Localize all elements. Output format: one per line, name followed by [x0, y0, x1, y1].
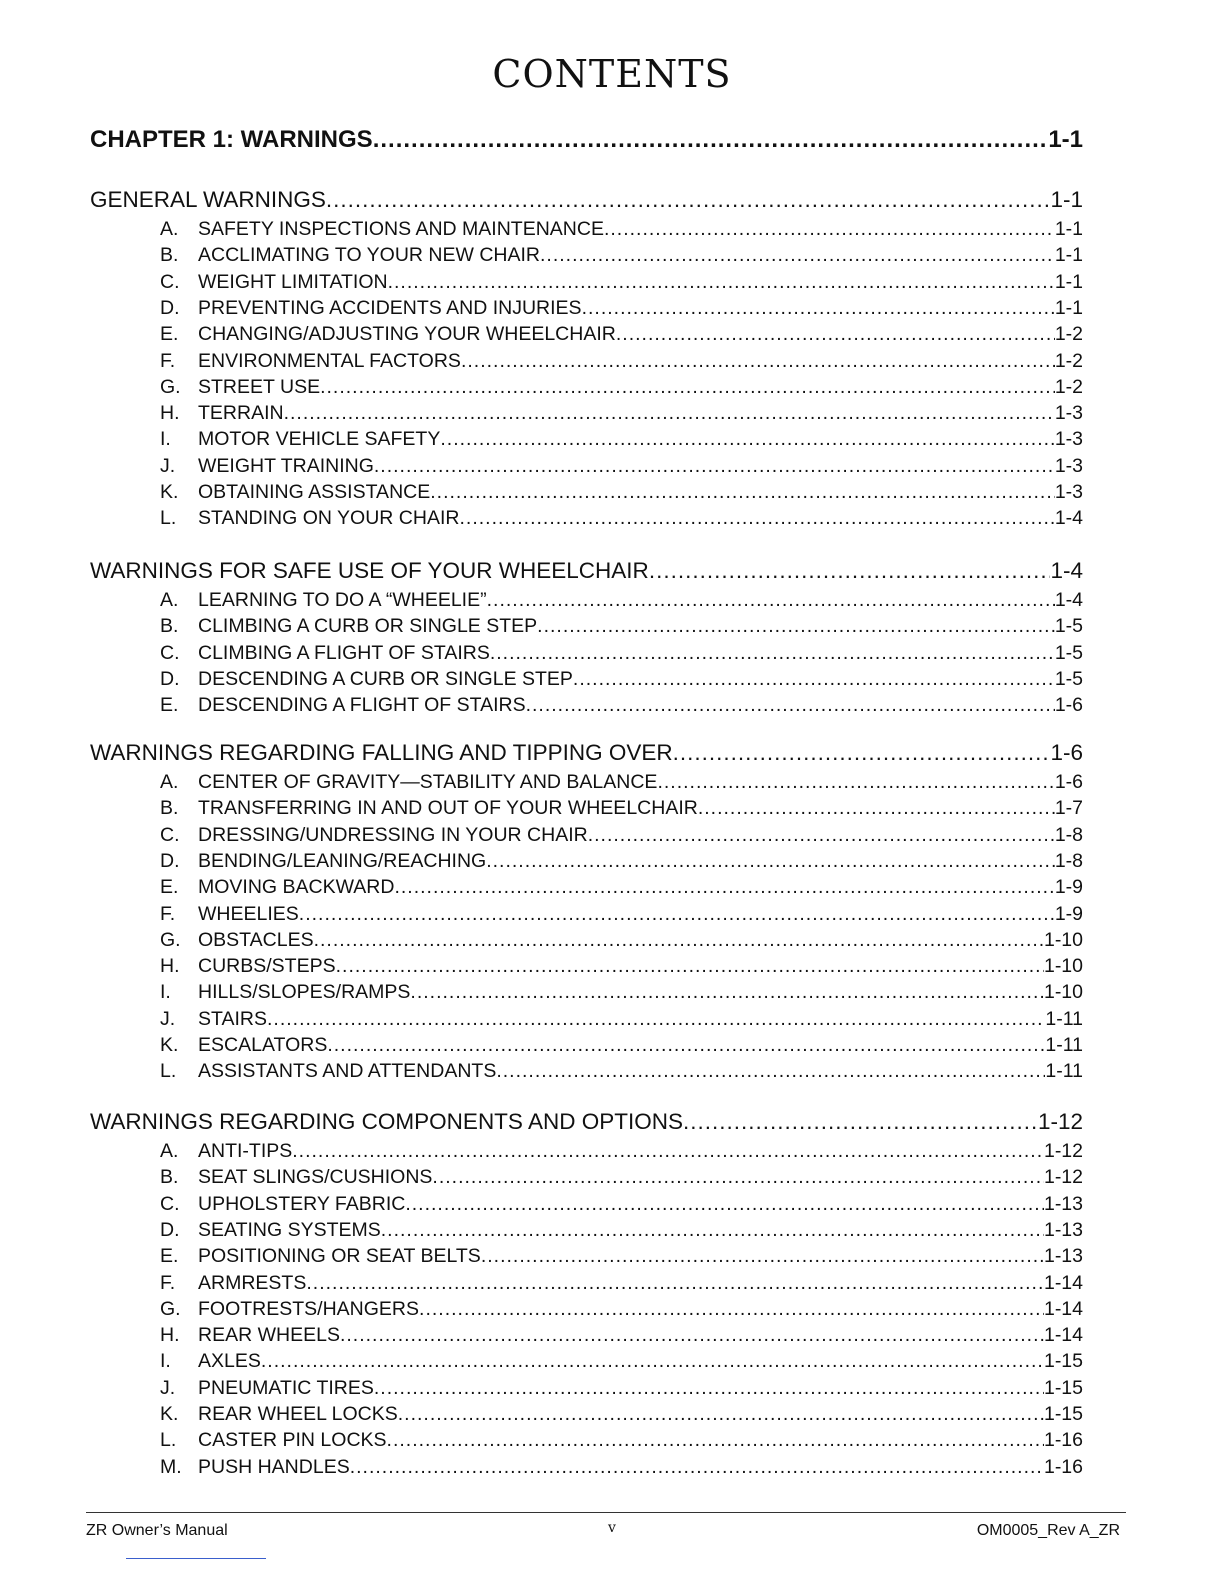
toc-leader-dots	[487, 589, 1055, 612]
toc-item-page: 1-6	[1054, 771, 1083, 793]
toc-item-label: WEIGHT TRAINING	[198, 454, 374, 477]
toc-item-letter: K.	[160, 1034, 179, 1056]
toc-item[interactable]	[160, 797, 1083, 820]
toc-item-letter: B.	[160, 615, 179, 638]
toc-item-letter: L.	[160, 1060, 177, 1083]
toc-item-letter: F.	[160, 349, 176, 372]
toc-leader-dots	[526, 694, 1055, 717]
toc-leader-dots	[373, 126, 1049, 154]
footer-page-number: v	[608, 1520, 616, 1536]
toc-leader-dots	[432, 1166, 1044, 1189]
toc-item-label: TERRAIN	[198, 402, 284, 425]
toc-leader-dots	[657, 771, 1054, 794]
toc-item[interactable]	[160, 218, 1083, 241]
toc-item[interactable]	[160, 350, 1083, 373]
toc-leader-dots	[388, 271, 1055, 294]
toc-item-label: ESCALATORS	[198, 1034, 328, 1056]
toc-leader-dots	[616, 323, 1055, 346]
toc-item-letter: D.	[160, 849, 180, 872]
toc-item-letter: J.	[160, 454, 176, 477]
toc-item[interactable]	[160, 481, 1083, 504]
toc-item[interactable]	[160, 642, 1083, 665]
toc-item[interactable]	[160, 1429, 1083, 1452]
toc-section-page: 1-1	[1050, 187, 1083, 212]
toc-item-letter: I.	[160, 1350, 171, 1373]
toc-item[interactable]	[160, 850, 1083, 873]
toc-item-page: 1-10	[1043, 928, 1083, 951]
toc-item-label: OBSTACLES	[198, 928, 314, 951]
toc-section[interactable]	[90, 1109, 1083, 1135]
toc-leader-dots	[320, 376, 1055, 399]
toc-item-page: 1-8	[1054, 849, 1083, 872]
toc-item[interactable]	[160, 1324, 1083, 1347]
toc-item-page: 1-16	[1043, 1429, 1083, 1452]
toc-item-page: 1-16	[1043, 1455, 1083, 1478]
toc-item-page: 1-6	[1054, 694, 1083, 717]
toc-leader-dots	[306, 1272, 1044, 1295]
toc-item-page: 1-9	[1054, 876, 1083, 899]
toc-item-page: 1-11	[1045, 1007, 1083, 1030]
toc-item-page: 1-11	[1045, 1034, 1083, 1056]
toc-item[interactable]	[160, 668, 1083, 691]
toc-item-label: ASSISTANTS AND ATTENDANTS	[198, 1060, 497, 1083]
toc-item-letter: A.	[160, 771, 179, 793]
toc-item-letter: G.	[160, 375, 181, 398]
toc-section-label: WARNINGS REGARDING COMPONENTS AND OPTIONS	[90, 1109, 683, 1134]
toc-item-page: 1-4	[1054, 507, 1083, 530]
toc-item-label: ENVIRONMENTAL FACTORS	[198, 349, 461, 372]
toc-item-letter: B.	[160, 1166, 179, 1189]
toc-item[interactable]	[160, 244, 1083, 267]
toc-item-label: POSITIONING OR SEAT BELTS	[198, 1245, 481, 1268]
toc-item-page: 1-10	[1043, 955, 1083, 978]
toc-item-label: MOTOR VEHICLE SAFETY	[198, 428, 441, 451]
toc-item-page: 1-7	[1054, 797, 1083, 820]
toc-item[interactable]	[160, 1350, 1083, 1373]
toc-item[interactable]	[160, 929, 1083, 952]
toc-item[interactable]	[160, 955, 1083, 978]
toc-item-letter: I.	[160, 428, 171, 451]
toc-item-letter: A.	[160, 589, 179, 611]
toc-item-page: 1-10	[1043, 981, 1083, 1004]
toc-item[interactable]	[160, 402, 1083, 425]
toc-leader-dots	[673, 740, 1051, 766]
toc-item-letter: A.	[160, 218, 179, 240]
toc-leader-dots	[496, 1060, 1045, 1083]
toc-leader-dots	[326, 187, 1051, 213]
toc-item-label: HILLS/SLOPES/RAMPS	[198, 981, 411, 1004]
toc-item-page: 1-5	[1054, 667, 1083, 690]
toc-item-page: 1-3	[1054, 454, 1083, 477]
toc-item-page: 1-2	[1054, 349, 1083, 372]
toc-leader-dots	[387, 1429, 1044, 1452]
toc-item[interactable]	[160, 1140, 1083, 1163]
toc-item-label: FOOTRESTS/HANGERS	[198, 1297, 420, 1320]
toc-item-letter: C.	[160, 270, 180, 293]
toc-item[interactable]	[160, 1377, 1083, 1400]
toc-item-label: CURBS/STEPS	[198, 955, 336, 978]
toc-leader-dots	[340, 1324, 1044, 1347]
footer-manual-title: ZR Owner’s Manual	[86, 1522, 228, 1539]
toc-item[interactable]	[160, 1403, 1083, 1426]
toc-item-letter: E.	[160, 876, 179, 899]
toc-leader-dots	[459, 507, 1054, 530]
toc-item[interactable]	[160, 1272, 1083, 1295]
toc-leader-dots	[481, 1245, 1044, 1268]
toc-item-letter: D.	[160, 1218, 180, 1241]
toc-item[interactable]	[160, 903, 1083, 926]
toc-leader-dots	[394, 876, 1054, 899]
toc-leader-dots	[683, 1109, 1038, 1135]
toc-item-label: SAFETY INSPECTIONS AND MAINTENANCE	[198, 218, 604, 240]
toc-leader-dots	[374, 455, 1055, 478]
toc-item-label: LEARNING TO DO A “WHEELIE”	[198, 589, 487, 611]
toc-item-page: 1-1	[1054, 270, 1083, 293]
toc-item-letter: M.	[160, 1455, 182, 1478]
toc-item-letter: L.	[160, 507, 177, 530]
toc-item-page: 1-12	[1043, 1140, 1083, 1162]
toc-item-page: 1-1	[1054, 244, 1083, 267]
toc-item-label: PREVENTING ACCIDENTS AND INJURIES	[198, 296, 582, 319]
toc-item-label: CHANGING/ADJUSTING YOUR WHEELCHAIR	[198, 323, 616, 346]
toc-leader-dots	[604, 218, 1055, 241]
toc-section-page: 1-12	[1037, 1109, 1083, 1134]
toc-item-letter: H.	[160, 402, 180, 425]
toc-item-letter: G.	[160, 1297, 181, 1320]
toc-item-letter: B.	[160, 244, 179, 267]
toc-item-label: WEIGHT LIMITATION	[198, 270, 388, 293]
toc-chapter-page: 1-1	[1048, 126, 1083, 153]
toc-leader-dots	[410, 981, 1044, 1004]
toc-item-label: UPHOLSTERY FABRIC	[198, 1192, 406, 1215]
toc-leader-dots	[430, 481, 1055, 504]
toc-item-label: WHEELIES	[198, 902, 299, 925]
toc-item[interactable]	[160, 1298, 1083, 1321]
toc-item-label: TRANSFERRING IN AND OUT OF YOUR WHEELCHAIR	[198, 797, 698, 820]
toc-section[interactable]	[90, 187, 1083, 213]
toc-item[interactable]	[160, 1193, 1083, 1216]
toc-item-page: 1-11	[1045, 1060, 1083, 1083]
toc-item-page: 1-14	[1043, 1324, 1083, 1347]
toc-item-letter: F.	[160, 1271, 176, 1294]
toc-leader-dots	[440, 428, 1054, 451]
toc-item-label: REAR WHEEL LOCKS	[198, 1403, 398, 1425]
toc-section-label: WARNINGS REGARDING FALLING AND TIPPING OVER	[90, 740, 673, 765]
toc-item[interactable]	[160, 615, 1083, 638]
link-underline	[126, 1558, 266, 1559]
toc-item-page: 1-15	[1043, 1350, 1083, 1373]
toc-item[interactable]	[160, 271, 1083, 294]
toc-section[interactable]	[90, 558, 1083, 584]
toc-item-letter: H.	[160, 955, 180, 978]
toc-item[interactable]	[160, 981, 1083, 1004]
page-title: CONTENTS	[492, 52, 732, 96]
toc-leader-dots	[299, 903, 1055, 926]
toc-section-page: 1-4	[1050, 558, 1083, 583]
toc-leader-dots	[381, 1219, 1044, 1242]
toc-item[interactable]	[160, 1456, 1083, 1479]
toc-leader-dots	[698, 797, 1055, 820]
toc-item[interactable]	[160, 428, 1083, 451]
toc-item-page: 1-5	[1054, 615, 1083, 638]
toc-leader-dots	[374, 1377, 1044, 1400]
toc-item-label: STAIRS	[198, 1007, 267, 1030]
toc-chapter-warnings[interactable]	[90, 126, 1083, 154]
toc-item-label: ACCLIMATING TO YOUR NEW CHAIR	[198, 244, 541, 267]
toc-leader-dots	[336, 955, 1044, 978]
toc-leader-dots	[292, 1140, 1044, 1163]
toc-item-label: STANDING ON YOUR CHAIR	[198, 507, 460, 530]
toc-item-label: BENDING/LEANING/REACHING	[198, 849, 487, 872]
toc-item-page: 1-4	[1054, 589, 1083, 611]
toc-item[interactable]	[160, 1245, 1083, 1268]
toc-item-letter: E.	[160, 1245, 179, 1268]
toc-leader-dots	[582, 297, 1055, 320]
toc-item-page: 1-2	[1054, 323, 1083, 346]
toc-item-page: 1-14	[1043, 1271, 1083, 1294]
footer-divider	[86, 1512, 1126, 1513]
toc-item-letter: H.	[160, 1324, 180, 1347]
toc-item-letter: D.	[160, 296, 180, 319]
toc-leader-dots	[486, 850, 1055, 873]
toc-leader-dots	[419, 1298, 1044, 1321]
toc-item-page: 1-3	[1054, 402, 1083, 425]
toc-item-letter: C.	[160, 1192, 180, 1215]
toc-item-page: 1-12	[1043, 1166, 1083, 1189]
toc-item[interactable]	[160, 589, 1083, 612]
toc-item-page: 1-9	[1054, 902, 1083, 925]
toc-item-page: 1-1	[1054, 296, 1083, 319]
toc-item-letter: B.	[160, 797, 179, 820]
toc-leader-dots	[261, 1350, 1044, 1373]
toc-item[interactable]	[160, 771, 1083, 794]
toc-item-label: CLIMBING A CURB OR SINGLE STEP	[198, 615, 538, 638]
toc-item-page: 1-3	[1054, 428, 1083, 451]
toc-item-label: CLIMBING A FLIGHT OF STAIRS	[198, 641, 490, 664]
toc-item-letter: F.	[160, 902, 176, 925]
toc-item-label: CASTER PIN LOCKS	[198, 1429, 387, 1452]
toc-item-letter: E.	[160, 694, 179, 717]
toc-item-label: REAR WHEELS	[198, 1324, 340, 1347]
toc-item-letter: G.	[160, 928, 181, 951]
toc-leader-dots	[490, 642, 1055, 665]
toc-item-page: 1-3	[1054, 481, 1083, 503]
toc-item[interactable]	[160, 323, 1083, 346]
toc-item-page: 1-5	[1054, 641, 1083, 664]
toc-leader-dots	[537, 615, 1055, 638]
toc-section-label: GENERAL WARNINGS	[90, 187, 326, 212]
toc-item[interactable]	[160, 876, 1083, 899]
toc-item[interactable]	[160, 824, 1083, 847]
toc-item-letter: L.	[160, 1429, 177, 1452]
toc-item-label: ARMRESTS	[198, 1271, 307, 1294]
toc-item[interactable]	[160, 1008, 1083, 1031]
toc-item[interactable]	[160, 694, 1083, 717]
toc-item[interactable]	[160, 1219, 1083, 1242]
toc-section-page: 1-6	[1050, 740, 1083, 765]
toc-item-label: CENTER OF GRAVITY—STABILITY AND BALANCE	[198, 771, 658, 793]
toc-item-page: 1-15	[1043, 1376, 1083, 1399]
toc-leader-dots	[267, 1008, 1045, 1031]
toc-item-label: SEAT SLINGS/CUSHIONS	[198, 1166, 433, 1189]
toc-item-page: 1-1	[1054, 218, 1083, 240]
toc-item-label: AXLES	[198, 1350, 261, 1373]
toc-item-label: PNEUMATIC TIRES	[198, 1376, 374, 1399]
toc-item-letter: I.	[160, 981, 171, 1004]
toc-item[interactable]	[160, 376, 1083, 399]
toc-leader-dots	[540, 244, 1055, 267]
toc-item-label: OBTAINING ASSISTANCE	[198, 481, 431, 503]
toc-leader-dots	[314, 929, 1044, 952]
toc-item[interactable]	[160, 297, 1083, 320]
toc-item-label: MOVING BACKWARD	[198, 876, 395, 899]
toc-section[interactable]	[90, 740, 1083, 766]
toc-item-page: 1-13	[1043, 1245, 1083, 1268]
toc-section-label: WARNINGS FOR SAFE USE OF YOUR WHEELCHAIR	[90, 558, 649, 583]
toc-item-label: SEATING SYSTEMS	[198, 1218, 381, 1241]
toc-item-label: PUSH HANDLES	[198, 1455, 350, 1478]
toc-item-letter: J.	[160, 1376, 176, 1399]
footer-doc-code: OM0005_Rev A_ZR	[976, 1522, 1120, 1539]
toc-leader-dots	[398, 1403, 1044, 1426]
toc-item-letter: A.	[160, 1140, 179, 1162]
toc-chapter-label: CHAPTER 1: WARNINGS	[90, 126, 373, 153]
toc-item[interactable]	[160, 1166, 1083, 1189]
toc-leader-dots	[461, 350, 1055, 373]
toc-item-page: 1-8	[1054, 823, 1083, 846]
toc-item-page: 1-15	[1043, 1403, 1083, 1425]
toc-item[interactable]	[160, 1060, 1083, 1083]
toc-item-letter: C.	[160, 641, 180, 664]
toc-item-letter: K.	[160, 1403, 179, 1425]
toc-item-letter: E.	[160, 323, 179, 346]
toc-item-label: DESCENDING A CURB OR SINGLE STEP	[198, 667, 573, 690]
toc-item-label: DESCENDING A FLIGHT OF STAIRS	[198, 694, 526, 717]
toc-item-page: 1-14	[1043, 1297, 1083, 1320]
toc-item-letter: C.	[160, 823, 180, 846]
toc-item[interactable]	[160, 507, 1083, 530]
toc-item-page: 1-2	[1054, 375, 1083, 398]
toc-item-label: STREET USE	[198, 375, 321, 398]
toc-item[interactable]	[160, 1034, 1083, 1057]
toc-leader-dots	[405, 1193, 1044, 1216]
toc-item-label: ANTI-TIPS	[198, 1140, 293, 1162]
toc-leader-dots	[350, 1456, 1044, 1479]
toc-item-letter: K.	[160, 481, 179, 503]
toc-leader-dots	[573, 668, 1055, 691]
toc-item-page: 1-13	[1043, 1192, 1083, 1215]
toc-item-label: DRESSING/UNDRESSING IN YOUR CHAIR	[198, 823, 588, 846]
toc-item-letter: D.	[160, 667, 180, 690]
toc-leader-dots	[284, 402, 1055, 425]
toc-item-letter: J.	[160, 1007, 176, 1030]
toc-item[interactable]	[160, 455, 1083, 478]
toc-item-page: 1-13	[1043, 1218, 1083, 1241]
toc-leader-dots	[649, 558, 1051, 584]
toc-leader-dots	[327, 1034, 1045, 1057]
toc-leader-dots	[588, 824, 1055, 847]
